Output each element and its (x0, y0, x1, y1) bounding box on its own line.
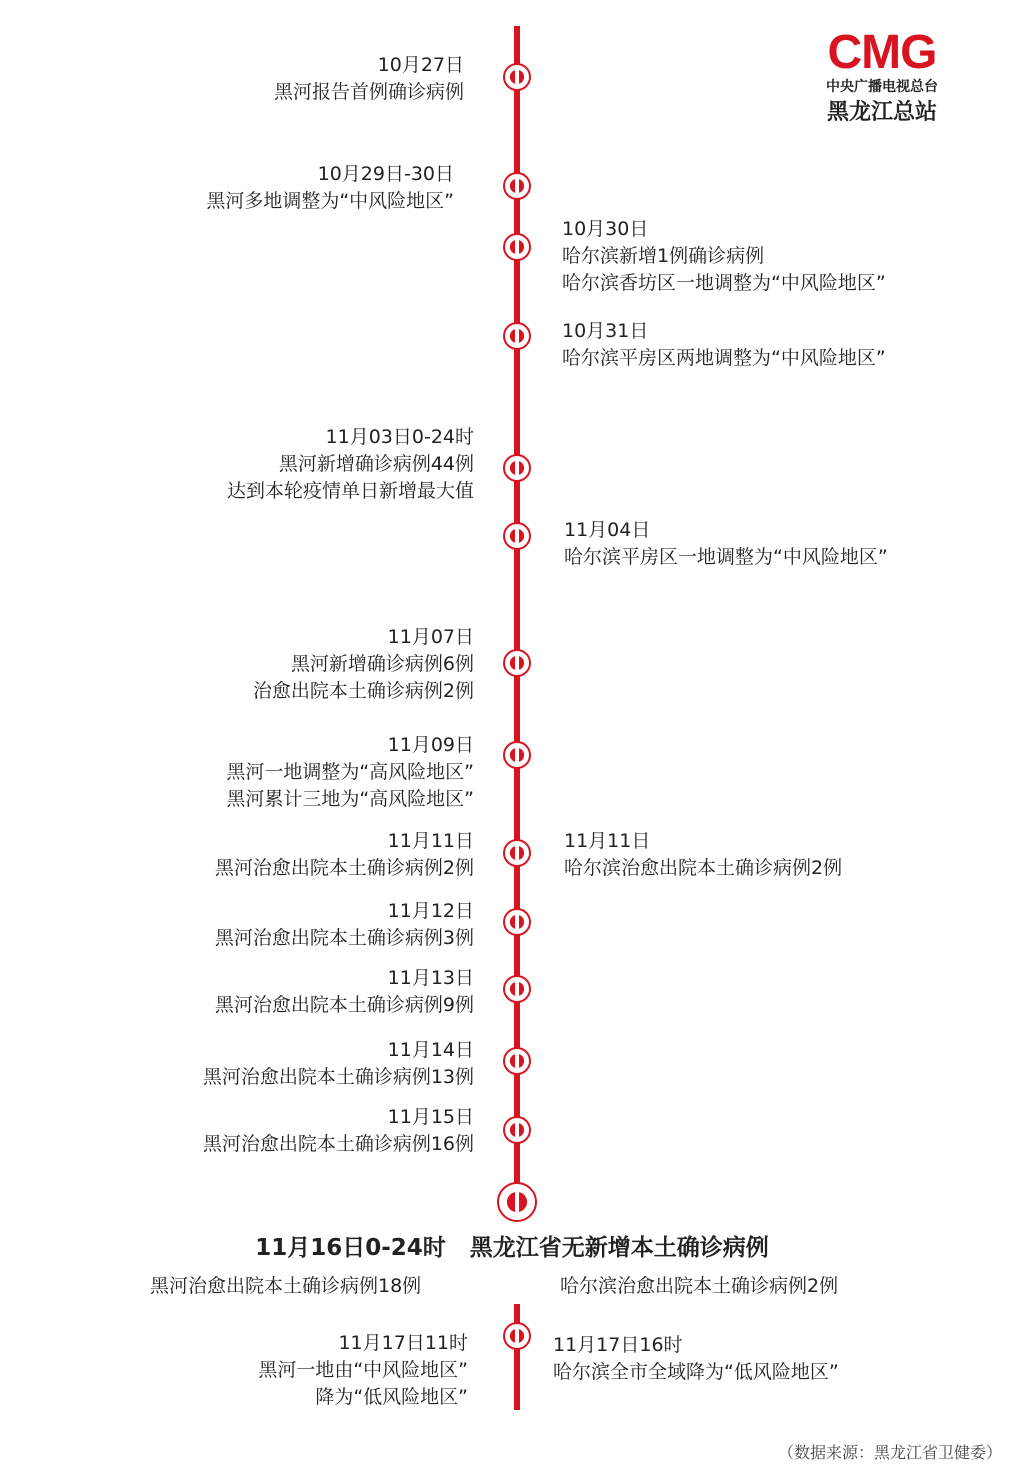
event-nov09 (226, 732, 474, 813)
milestone-headline (0, 1232, 1024, 1264)
timeline-node (503, 1116, 531, 1144)
event-text: 黑河一地调整为“高风险地区” (226, 761, 474, 783)
event-text: 黑河治愈出院本土确诊病例3例 (214, 927, 474, 949)
event-date: 11月12日 (387, 900, 474, 922)
event-text: 哈尔滨新增1例确诊病例 (562, 245, 765, 267)
event-nov07 (253, 624, 474, 705)
event-oct30 (562, 216, 886, 297)
event-date: 11月11日 (387, 830, 474, 852)
event-nov04 (564, 517, 888, 571)
event-date: 10月29日-30日 (317, 163, 454, 185)
timeline-axis-lower (514, 1304, 520, 1410)
event-nov13 (215, 965, 474, 1019)
event-text: 达到本轮疫情单日新增最大值 (226, 480, 474, 502)
milestone-right-summary: 哈尔滨治愈出院本土确诊病例2例 (560, 1275, 839, 1297)
event-oct29-30 (206, 161, 454, 215)
event-oct31 (562, 318, 886, 372)
event-text: 哈尔滨全市全域降为“低风险地区” (553, 1361, 839, 1383)
event-nov11-heihe (215, 828, 474, 882)
milestone-node (497, 1182, 537, 1222)
event-text: 哈尔滨治愈出院本土确诊病例2例 (564, 857, 843, 879)
event-text: 黑河治愈出院本土确诊病例9例 (214, 994, 474, 1016)
event-text: 哈尔滨平房区一地调整为“中风险地区” (564, 546, 888, 568)
timeline-node (503, 1322, 531, 1350)
event-text: 黑河新增确诊病例44例 (278, 453, 474, 475)
event-text: 降为“低风险地区” (315, 1386, 468, 1408)
data-source-note: （数据来源：黑龙江省卫健委） (777, 1443, 1002, 1462)
timeline-node (503, 839, 531, 867)
event-text: 黑河报告首例确诊病例 (273, 81, 464, 103)
timeline-node (503, 63, 531, 91)
logo-org: 中央广播电视总台 (826, 79, 938, 95)
timeline-node (503, 454, 531, 482)
event-nov14 (203, 1037, 474, 1091)
milestone-text: 黑龙江省无新增本土确诊病例 (469, 1235, 769, 1261)
event-date: 11月13日 (387, 967, 474, 989)
event-date: 11月11日 (564, 830, 651, 852)
event-date: 11月04日 (564, 519, 651, 541)
event-date: 11月03日0-24时 (325, 426, 474, 448)
event-text: 哈尔滨香坊区一地调整为“中风险地区” (562, 272, 886, 294)
cmg-logo (812, 28, 952, 128)
event-date: 11月07日 (387, 626, 474, 648)
event-text: 黑河多地调整为“中风险地区” (206, 190, 454, 212)
event-date: 11月15日 (387, 1106, 474, 1128)
event-date: 11月09日 (387, 734, 474, 756)
event-date: 10月27日 (377, 54, 464, 76)
logo-station: 黑龙江总站 (826, 100, 937, 125)
logo-mark: CMG (827, 26, 937, 79)
event-nov03 (227, 424, 474, 505)
timeline-node (503, 908, 531, 936)
event-text: 黑河累计三地为“高风险地区” (226, 788, 474, 810)
timeline-node (503, 522, 531, 550)
event-date: 11月17日16时 (553, 1334, 683, 1356)
event-nov17-harbin (553, 1332, 839, 1386)
timeline-node (503, 1047, 531, 1075)
event-date: 10月30日 (562, 218, 649, 240)
event-text: 黑河治愈出院本土确诊病例2例 (214, 857, 474, 879)
event-text: 黑河一地由“中风险地区” (258, 1359, 468, 1381)
event-text: 治愈出院本土确诊病例2例 (252, 680, 474, 702)
milestone-left-summary: 黑河治愈出院本土确诊病例18例 (150, 1275, 422, 1297)
event-text: 黑河治愈出院本土确诊病例16例 (202, 1133, 474, 1155)
event-nov17-heihe (258, 1330, 468, 1411)
milestone-time: 11月16日0-24时 (255, 1235, 446, 1261)
event-date: 11月17日11时 (338, 1332, 468, 1354)
timeline-node (503, 233, 531, 261)
event-date: 11月14日 (387, 1039, 474, 1061)
event-nov11-harbin (564, 828, 842, 882)
timeline-node (503, 741, 531, 769)
event-text: 黑河新增确诊病例6例 (290, 653, 474, 675)
timeline-node (503, 172, 531, 200)
event-text: 哈尔滨平房区两地调整为“中风险地区” (562, 347, 886, 369)
event-nov15 (203, 1104, 474, 1158)
event-oct27 (274, 52, 464, 106)
timeline-node (503, 322, 531, 350)
event-date: 10月31日 (562, 320, 649, 342)
timeline-node (503, 975, 531, 1003)
timeline-node (503, 649, 531, 677)
timeline-axis (514, 26, 520, 1186)
event-text: 黑河治愈出院本土确诊病例13例 (202, 1066, 474, 1088)
event-nov12 (215, 898, 474, 952)
